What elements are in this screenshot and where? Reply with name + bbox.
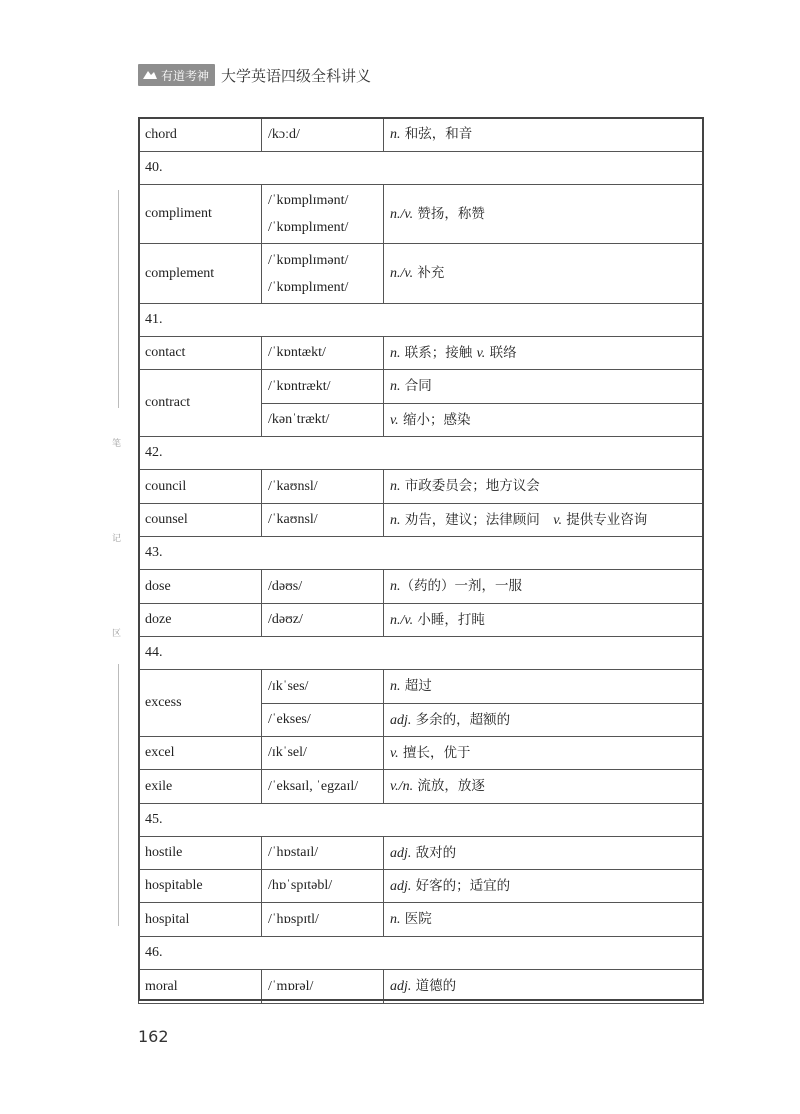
section-row (139, 937, 704, 970)
part-of-speech: adj. (390, 878, 412, 894)
phonetic-cell: /ɪkˈses/ (262, 670, 384, 704)
notes-margin-char-2: 记 (112, 534, 122, 544)
word-cell: excess (139, 670, 262, 737)
meaning-cell (384, 570, 704, 604)
meaning-text: 联络 (485, 344, 517, 361)
part-of-speech: n./v. (390, 206, 414, 222)
word-cell: chord (139, 118, 262, 152)
meaning-text: 好客的；适宜的 (411, 877, 511, 894)
meaning-text: 合同 (400, 378, 432, 394)
table-row (139, 337, 704, 370)
word-cell: contract (139, 370, 262, 437)
vocabulary-table (138, 117, 704, 1004)
phonetic-cell (262, 244, 384, 304)
notes-margin-line-top (118, 190, 119, 408)
meaning-text: 市政委员会；地方议会 (400, 478, 540, 494)
section-number: 44. (139, 637, 704, 670)
section-number: 41. (139, 304, 704, 337)
phonetic-variant: /ˈkɒmplɪmənt/ (268, 193, 349, 208)
phonetic-cell: /ˈekses/ (262, 704, 384, 737)
meaning-text: （药的）一剂，一服 (400, 578, 522, 594)
section-number: 45. (139, 804, 704, 837)
meaning-cell (384, 704, 704, 737)
meaning-text: 和弦，和音 (400, 126, 473, 142)
part-of-speech: n./v. (390, 266, 414, 281)
part-of-speech: v. (390, 412, 399, 428)
phonetic-variant: /ˈkɒmplɪmənt/ (268, 252, 349, 268)
word-cell: hospitable (139, 870, 262, 903)
meaning-text: 医院 (400, 911, 432, 927)
phonetic-cell: /ˈmɒrəl/ (262, 970, 384, 1004)
meaning-cell (384, 770, 704, 804)
part-of-speech: v. (476, 345, 486, 361)
meaning-cell (384, 470, 704, 504)
table-row (139, 770, 704, 804)
section-row (139, 304, 704, 337)
table-row (139, 570, 704, 604)
phonetic-cell: /ˈkaʊnsl/ (262, 470, 384, 504)
meaning-text: 提供专业咨询 (561, 511, 648, 528)
section-number: 46. (139, 937, 704, 970)
meaning-text: 劝告，建议；法律顾问 (400, 511, 554, 528)
phonetic-cell: /hɒˈspɪtəbl/ (262, 870, 384, 903)
phonetic-cell: /ɪkˈsel/ (262, 737, 384, 770)
meaning-text: 赞扬，称赞 (413, 205, 485, 222)
section-row (139, 152, 704, 185)
phonetic-cell: /dəʊz/ (262, 604, 384, 637)
section-row (139, 637, 704, 670)
table-row (139, 504, 704, 537)
word-cell: exile (139, 770, 262, 804)
word-cell: excel (139, 737, 262, 770)
meaning-cell (384, 118, 704, 152)
meaning-cell (384, 370, 704, 404)
notes-margin-char-1: 笔 (112, 439, 122, 449)
meaning-cell (384, 185, 704, 244)
word-cell: counsel (139, 504, 262, 537)
meaning-text: 道德的 (411, 978, 457, 994)
part-of-speech: n. (390, 579, 401, 594)
table-row (139, 118, 704, 152)
meaning-cell (384, 604, 704, 637)
part-of-speech: v. (553, 512, 562, 528)
phonetic-cell: /kɔːd/ (262, 118, 384, 152)
meaning-cell (384, 737, 704, 770)
page-header (138, 64, 371, 86)
brand-mark-icon (142, 69, 158, 81)
phonetic-variant: /ˈkɒmplɪment/ (268, 220, 349, 235)
part-of-speech: adj. (390, 712, 412, 728)
part-of-speech: v. (390, 745, 399, 761)
meaning-text: 流放，放逐 (413, 778, 485, 794)
part-of-speech: v./n. (390, 779, 414, 794)
meaning-cell (384, 870, 704, 903)
meaning-text: 联系；接触 (400, 344, 477, 361)
meaning-cell (384, 504, 704, 537)
book-title: 大学英语四级全科讲义 (221, 66, 372, 85)
notes-margin-char-3: 区 (112, 629, 122, 639)
meaning-cell (384, 670, 704, 704)
meaning-text: 小睡，打盹 (413, 611, 485, 628)
table-row (139, 903, 704, 937)
meaning-cell (384, 837, 704, 870)
table-row (139, 737, 704, 770)
meaning-text: 擅长，优于 (398, 744, 471, 761)
section-number: 42. (139, 437, 704, 470)
section-number: 43. (139, 537, 704, 570)
table-row (139, 870, 704, 903)
phonetic-cell: /ˈkaʊnsl/ (262, 504, 384, 537)
phonetic-variant: /ˈkɒmplɪment/ (268, 279, 349, 295)
table-row (139, 604, 704, 637)
word-cell: contact (139, 337, 262, 370)
table-row (139, 670, 704, 704)
phonetic-cell: /dəʊs/ (262, 570, 384, 604)
part-of-speech: n. (390, 679, 401, 694)
meaning-text: 多余的，超额的 (411, 711, 511, 728)
table-row (139, 470, 704, 504)
meaning-cell (384, 970, 704, 1004)
table-row (139, 837, 704, 870)
word-cell: compliment (139, 185, 262, 244)
word-cell: dose (139, 570, 262, 604)
part-of-speech: n. (390, 345, 401, 361)
word-cell: moral (139, 970, 262, 1004)
phonetic-cell: /kənˈtrækt/ (262, 404, 384, 437)
meaning-cell (384, 404, 704, 437)
part-of-speech: adj. (390, 979, 412, 994)
section-number: 40. (139, 152, 704, 185)
brand-logo-text: 有道考神 (161, 68, 210, 83)
word-cell: complement (139, 244, 262, 304)
part-of-speech: adj. (390, 845, 412, 861)
table-row (139, 370, 704, 404)
word-cell: hostile (139, 837, 262, 870)
part-of-speech: n. (390, 912, 401, 927)
phonetic-cell: /ˈkɒntækt/ (262, 337, 384, 370)
part-of-speech: n. (390, 127, 401, 142)
meaning-text: 缩小；感染 (398, 411, 471, 428)
table-row (139, 185, 704, 244)
meaning-cell (384, 244, 704, 304)
meaning-text: 敌对的 (411, 844, 457, 861)
meaning-text: 超过 (400, 678, 432, 694)
part-of-speech: n. (390, 379, 401, 394)
phonetic-cell: /ˈeksaɪl, ˈegzaɪl/ (262, 770, 384, 804)
phonetic-cell: /ˈkɒntrækt/ (262, 370, 384, 404)
page-number: 162 (138, 1027, 169, 1046)
section-row (139, 804, 704, 837)
meaning-cell (384, 337, 704, 370)
word-cell: hospital (139, 903, 262, 937)
phonetic-cell: /ˈhɒstaɪl/ (262, 837, 384, 870)
section-row (139, 437, 704, 470)
part-of-speech: n. (390, 512, 401, 528)
word-cell: council (139, 470, 262, 504)
table-row (139, 244, 704, 304)
brand-logo (138, 64, 215, 86)
meaning-text: 补充 (413, 265, 445, 281)
section-row (139, 537, 704, 570)
notes-margin-line-bottom (118, 664, 119, 926)
meaning-cell (384, 903, 704, 937)
part-of-speech: n./v. (390, 612, 414, 628)
table-row (139, 970, 704, 1004)
phonetic-cell (262, 185, 384, 244)
word-cell: doze (139, 604, 262, 637)
part-of-speech: n. (390, 479, 401, 494)
phonetic-cell: /ˈhɒspɪtl/ (262, 903, 384, 937)
